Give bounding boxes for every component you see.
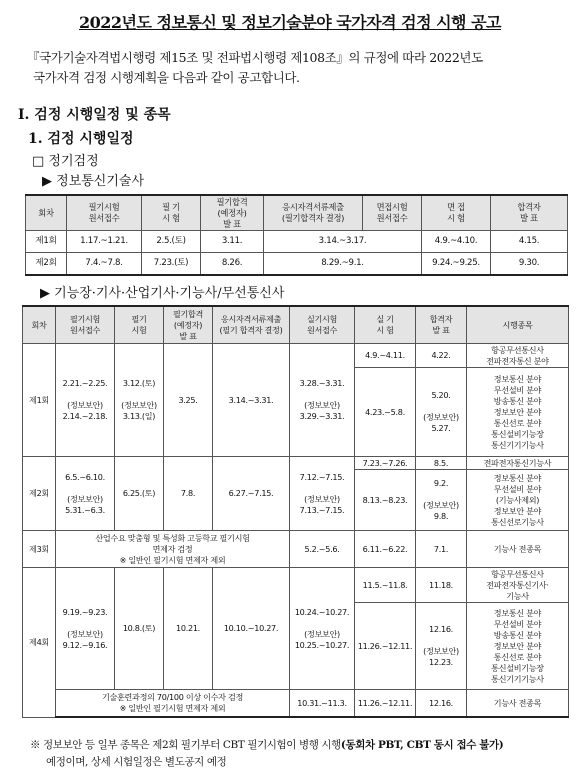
- table-cell: 10.21.: [164, 568, 213, 690]
- col-header: 필기합격 (예정자) 발 표: [164, 306, 213, 344]
- col-header: 회차: [23, 306, 56, 344]
- technician-schedule-table: [22, 305, 569, 718]
- footnote-line-2: 예정이며, 상세 시험일정은 별도공지 예정: [46, 756, 227, 768]
- round-cell: 제2회: [23, 457, 56, 531]
- table-cell: 3.12.(토) (정보보안) 3.13.(일): [115, 344, 164, 457]
- table-cell: 8.29.~9.1.: [264, 253, 422, 276]
- table-cell: 10.8.(토): [115, 568, 164, 690]
- col-header: 필기 시험: [115, 306, 164, 344]
- table-cell: 5.2.~5.6.: [290, 531, 355, 568]
- table-cell: 10.10.~10.27.: [213, 568, 290, 690]
- section-heading-1-1: 1. 검정 시행일정: [28, 131, 134, 147]
- table-row: [23, 457, 569, 470]
- table-cell: 9.30.: [491, 253, 568, 276]
- table-row: [26, 253, 568, 276]
- table-cell: 제1회: [26, 231, 67, 253]
- col-header: 시행종목: [467, 306, 569, 344]
- col-header: 합격자 발 표: [416, 306, 467, 344]
- table-cell: 7.1.: [416, 531, 467, 568]
- table-cell: 9.2. (정보보안) 9.8.: [416, 470, 467, 531]
- table-cell: 1.17.~1.21.: [67, 231, 142, 253]
- table-cell: 4.9.~4.11.: [355, 344, 416, 368]
- page-title: 2022년도 정보통신 및 정보기술분야 국가자격 검정 시행 공고: [78, 13, 501, 32]
- table-header-row: [23, 306, 569, 344]
- table-cell: 전파전자통신기능사: [467, 457, 569, 470]
- col-header: 회차: [26, 195, 67, 231]
- table-cell: 8.5.: [416, 457, 467, 470]
- table-cell: 11.5.~11.8.: [355, 568, 416, 603]
- table-cell: 12.16.: [416, 690, 467, 718]
- regular-exam-label: □ 정기검정: [32, 154, 99, 169]
- col-header: 필기시험 원서접수: [67, 195, 142, 231]
- table-cell: 항공무선통신사 전파전자통신기사· 기능사: [467, 568, 569, 603]
- table-cell: 항공무선통신사 전파전자통신 분야: [467, 344, 569, 368]
- table-cell: 8.13.~8.23.: [355, 470, 416, 531]
- table-cell: 3.25.: [164, 344, 213, 457]
- table-cell: 3.14.~3.17.: [264, 231, 422, 253]
- table-cell: 10.31.~11.3.: [290, 690, 355, 718]
- table-cell: 산업수요 맞춤형 및 특성화 고등학교 필기시험 면제자 검정 ※ 일반인 필기시험 면제자 제외: [56, 531, 290, 568]
- table-cell: 정보통신 분야 무선설비 분야 (기능사제외) 정보보안 분야 통신선로기능사: [467, 470, 569, 531]
- table-cell: 11.18.: [416, 568, 467, 603]
- table-cell: 기술훈련과정의 70/100 이상 이수자 검정 ※ 일반인 필기시험 면제자 제외: [56, 690, 290, 718]
- col-header: 필기시험 원서접수: [56, 306, 115, 344]
- subsection-pe-title: ▶ 정보통신기술사: [42, 174, 145, 189]
- table-cell: 3.28.~3.31. (정보보안) 3.29.~3.31.: [290, 344, 355, 457]
- table-row: [23, 344, 569, 368]
- table-row: [26, 231, 568, 253]
- table-cell: 정보통신 분야 무선설비 분야 방송통신 분야 정보보안 분야 통신선로 분야 통신설비기능장 통신기기기능사: [467, 603, 569, 690]
- table-cell: 6.5.~6.10. (정보보안) 5.31.~6.3.: [56, 457, 115, 531]
- table-cell: 6.25.(토): [115, 457, 164, 531]
- subsection-technician-title: ▶ 기능장·기사·산업기사·기능사/무선통신사: [40, 286, 285, 301]
- footnote-text: ※ 정보보안 등 일부 종목은 제2회 필기부터 CBT 필기시험이 병행 시행: [30, 739, 341, 751]
- table-cell: 7.4.~7.8.: [67, 253, 142, 276]
- table-cell: 4.23.~5.8.: [355, 368, 416, 457]
- section-heading-1: Ⅰ. 검정 시행일정 및 종목: [18, 107, 171, 123]
- table-cell: 11.26.~12.11.: [355, 690, 416, 718]
- table-cell: 기능사 전종목: [467, 690, 569, 718]
- table-cell: 4.15.: [491, 231, 568, 253]
- col-header: 응시자격서류제출 (필기합격자 결정): [264, 195, 363, 231]
- intro-paragraph: [27, 48, 567, 88]
- table-header-row: [26, 195, 568, 231]
- table-cell: 9.19.~9.23. (정보보안) 9.12.~9.16.: [56, 568, 115, 690]
- table-cell: 10.24.~10.27. (정보보안) 10.25.~10.27.: [290, 568, 355, 690]
- table-cell: 4.22.: [416, 344, 467, 368]
- table-cell: 7.8.: [164, 457, 213, 531]
- table-cell: 3.14.~3.31.: [213, 344, 290, 457]
- col-header: 면접시험 원서접수: [363, 195, 422, 231]
- table-cell: 2.5.(토): [142, 231, 201, 253]
- table-cell: 3.11.: [201, 231, 264, 253]
- table-cell: 기능사 전종목: [467, 531, 569, 568]
- footnote: [30, 737, 575, 771]
- round-cell: 제4회: [23, 568, 56, 718]
- col-header: 실기시험 원서접수: [290, 306, 355, 344]
- col-header: 실 기 시 험: [355, 306, 416, 344]
- col-header: 필기합격 (예정자) 발 표: [201, 195, 264, 231]
- table-cell: 12.16. (정보보안) 12.23.: [416, 603, 467, 690]
- table-row: [23, 690, 569, 718]
- pe-schedule-table: [25, 194, 568, 276]
- table-row: [23, 568, 569, 603]
- table-row: [23, 531, 569, 568]
- col-header: 응시자격서류제출 (필기 합격자 결정): [213, 306, 290, 344]
- table-cell: 7.23.~7.26.: [355, 457, 416, 470]
- table-cell: 8.26.: [201, 253, 264, 276]
- col-header: 면 접 시 험: [422, 195, 491, 231]
- footnote-bold: (동회차 PBT, CBT 동시 접수 불가): [340, 739, 504, 751]
- round-cell: 제1회: [23, 344, 56, 457]
- table-cell: 제2회: [26, 253, 67, 276]
- table-cell: 7.12.~7.15. (정보보안) 7.13.~7.15.: [290, 457, 355, 531]
- round-cell: 제3회: [23, 531, 56, 568]
- table-cell: 정보통신 분야 무선설비 분야 방송통신 분야 정보보안 분야 통신선로 분야 통신설비기능장 통신기기기능사: [467, 368, 569, 457]
- table-cell: 11.26.~12.11.: [355, 603, 416, 690]
- table-cell: 9.24.~9.25.: [422, 253, 491, 276]
- col-header: 필 기 시 험: [142, 195, 201, 231]
- table-cell: 5.20. (정보보안) 5.27.: [416, 368, 467, 457]
- intro-line-1: 『국가기술자격법시행령 제15조 및 전파법시행령 제108조』의 규정에 따라 2022년도: [27, 50, 483, 65]
- footnote-line-1: [30, 737, 575, 754]
- table-cell: 2.21.~2.25. (정보보안) 2.14.~2.18.: [56, 344, 115, 457]
- table-cell: 6.11.~6.22.: [355, 531, 416, 568]
- intro-line-2: 국가자격 검정 시행계획을 다음과 같이 공고합니다.: [33, 70, 300, 85]
- table-cell: 7.23.(토): [142, 253, 201, 276]
- table-cell: 4.9.~4.10.: [422, 231, 491, 253]
- col-header: 합격자 발 표: [491, 195, 568, 231]
- table-cell: 6.27.~7.15.: [213, 457, 290, 531]
